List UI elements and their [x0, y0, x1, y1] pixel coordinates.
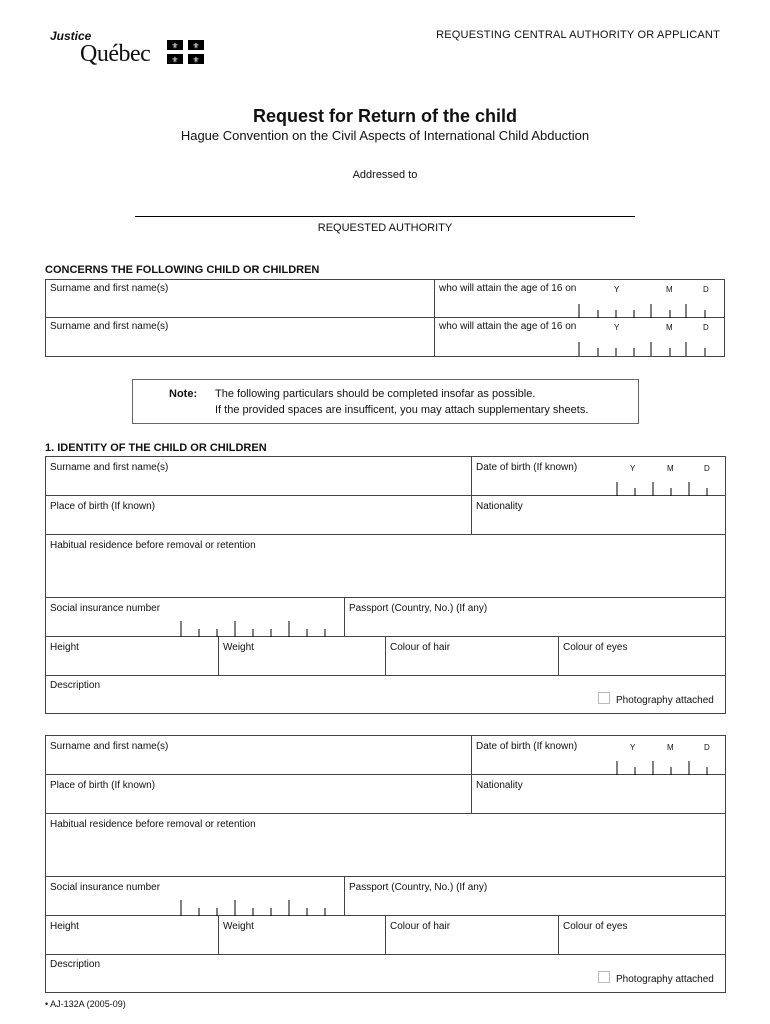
hair-colour-label: Colour of hair: [390, 921, 451, 932]
height-field[interactable]: [46, 637, 219, 676]
habitual-residence-field[interactable]: [46, 535, 725, 598]
child-name-label: Surname and first name(s): [50, 462, 169, 473]
hair-colour-label: Colour of hair: [390, 642, 451, 653]
place-of-birth-label: Place of birth (If known): [50, 780, 156, 791]
hair-colour-field[interactable]: [386, 916, 559, 955]
concerns-age-label-2: who will attain the age of 16 on: [439, 321, 577, 332]
weight-label: Weight: [223, 642, 254, 653]
weight-field[interactable]: [219, 916, 386, 955]
dob-date-ticks: [616, 482, 726, 496]
social-insurance-field[interactable]: [46, 877, 345, 916]
weight-field[interactable]: [219, 637, 386, 676]
requested-authority-label: REQUESTED AUTHORITY: [317, 222, 453, 234]
habitual-residence-field[interactable]: [46, 814, 725, 877]
requesting-authority-label: REQUESTING CENTRAL AUTHORITY OR APPLICANT: [436, 29, 720, 41]
identity-number: 1.: [45, 442, 55, 454]
svg-text:⚜: ⚜: [171, 41, 179, 51]
concerns-name-label-2: Surname and first name(s): [50, 321, 169, 332]
concerns-name-label-1: Surname and first name(s): [50, 283, 169, 294]
height-label: Height: [50, 921, 79, 932]
month-label: M: [666, 323, 673, 332]
weight-label: Weight: [223, 921, 254, 932]
date-ticks-2: [578, 342, 718, 356]
concerns-name-cell-1[interactable]: [46, 280, 435, 318]
year-label: Y: [630, 464, 636, 473]
nationality-label: Nationality: [476, 501, 523, 512]
passport-field[interactable]: [345, 598, 725, 637]
description-field[interactable]: [46, 955, 725, 992]
social-insurance-field[interactable]: [46, 598, 345, 637]
dob-date-ticks: [616, 761, 726, 775]
social-insurance-label: Social insurance number: [50, 882, 161, 893]
sin-ticks: [180, 621, 345, 637]
concerns-age-cell-2[interactable]: [435, 318, 724, 356]
logo-justice-text: Justice: [50, 29, 92, 43]
note-box: [132, 379, 639, 424]
page-subtitle: Hague Convention on the Civil Aspects of International Child Abduction: [180, 128, 590, 143]
year-label: Y: [614, 285, 620, 294]
date-of-birth-label: Date of birth (If known): [476, 741, 578, 752]
place-of-birth-field[interactable]: [46, 775, 472, 814]
child-name-field[interactable]: [46, 457, 472, 496]
concerns-name-cell-2[interactable]: [46, 318, 435, 356]
description-field[interactable]: [46, 676, 725, 713]
photo-attached-label: Photography attached: [616, 695, 714, 706]
date-of-birth-field[interactable]: [472, 736, 725, 775]
description-label: Description: [50, 680, 101, 691]
logo-quebec-text: Québec: [80, 41, 151, 67]
identity-title: IDENTITY OF THE CHILD OR CHILDREN: [57, 442, 267, 454]
identity-block-1: [45, 456, 726, 714]
note-line-2: If the provided spaces are insufficent, you may attach supplementary sheets.: [215, 404, 589, 416]
photo-attached-checkbox[interactable]: [598, 971, 610, 983]
day-label: D: [703, 285, 709, 294]
svg-text:⚜: ⚜: [192, 41, 200, 51]
month-label: M: [667, 743, 674, 752]
photo-attached-checkbox[interactable]: [598, 692, 610, 704]
eye-colour-label: Colour of eyes: [563, 642, 628, 653]
nationality-field[interactable]: [472, 775, 725, 814]
addressee-input-line[interactable]: [135, 216, 635, 217]
height-field[interactable]: [46, 916, 219, 955]
date-ticks-1: [578, 304, 718, 318]
social-insurance-label: Social insurance number: [50, 603, 161, 614]
year-label: Y: [614, 323, 620, 332]
child-name-field[interactable]: [46, 736, 472, 775]
sin-ticks: [180, 900, 345, 916]
addressed-to-label: Addressed to: [352, 169, 418, 181]
passport-label: Passport (Country, No.) (If any): [349, 603, 488, 614]
habitual-residence-label: Habitual residence before removal or retention: [50, 819, 256, 830]
concerns-table: [45, 279, 725, 357]
passport-field[interactable]: [345, 877, 725, 916]
day-label: D: [703, 323, 709, 332]
quebec-flag-icon: [167, 40, 204, 64]
month-label: M: [666, 285, 673, 294]
child-name-label: Surname and first name(s): [50, 741, 169, 752]
eye-colour-label: Colour of eyes: [563, 921, 628, 932]
place-of-birth-label: Place of birth (If known): [50, 501, 156, 512]
nationality-label: Nationality: [476, 780, 523, 791]
day-label: D: [704, 743, 710, 752]
note-label: Note:: [169, 388, 198, 400]
note-line-1: The following particulars should be completed insofar as possible.: [215, 388, 536, 400]
description-label: Description: [50, 959, 101, 970]
svg-text:⚜: ⚜: [192, 55, 200, 64]
day-label: D: [704, 464, 710, 473]
year-label: Y: [630, 743, 636, 752]
identity-block-2: [45, 735, 726, 993]
page-title: Request for Return of the child: [252, 106, 517, 126]
eye-colour-field[interactable]: [559, 916, 725, 955]
identity-heading: [45, 442, 267, 454]
month-label: M: [667, 464, 674, 473]
svg-text:⚜: ⚜: [171, 55, 179, 64]
photo-attached-label: Photography attached: [616, 974, 714, 985]
place-of-birth-field[interactable]: [46, 496, 472, 535]
date-of-birth-label: Date of birth (If known): [476, 462, 578, 473]
nationality-field[interactable]: [472, 496, 725, 535]
eye-colour-field[interactable]: [559, 637, 725, 676]
passport-label: Passport (Country, No.) (If any): [349, 882, 488, 893]
height-label: Height: [50, 642, 79, 653]
concerns-heading: CONCERNS THE FOLLOWING CHILD OR CHILDREN: [45, 264, 320, 276]
habitual-residence-label: Habitual residence before removal or retention: [50, 540, 256, 551]
hair-colour-field[interactable]: [386, 637, 559, 676]
date-of-birth-field[interactable]: [472, 457, 725, 496]
form-code: • AJ-132A (2005-09): [45, 999, 126, 1009]
concerns-age-label-1: who will attain the age of 16 on: [439, 283, 577, 294]
concerns-age-cell-1[interactable]: [435, 280, 724, 318]
